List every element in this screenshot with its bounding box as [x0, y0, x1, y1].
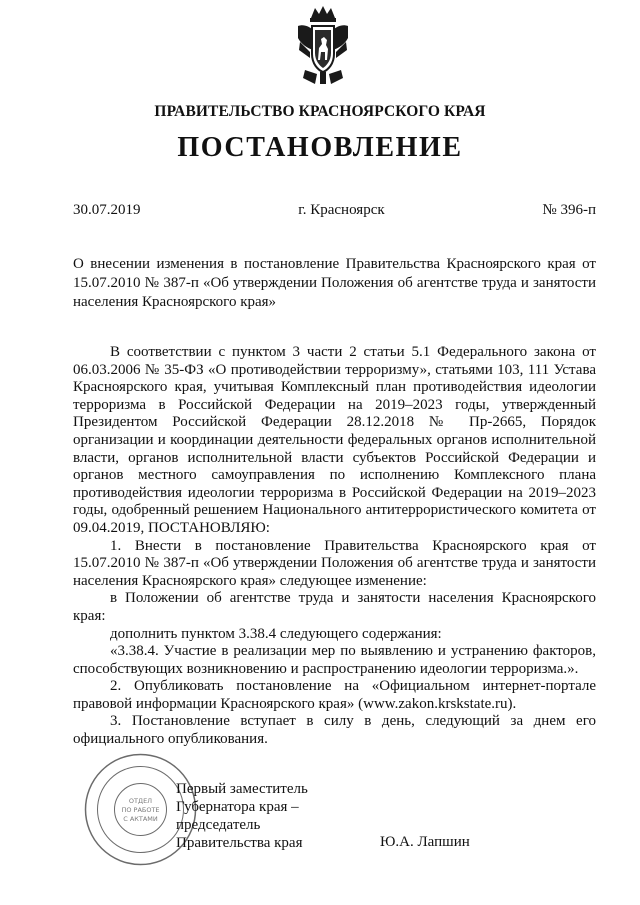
signatory-line: Правительства края: [176, 835, 303, 851]
document-number: № 396-п: [542, 202, 596, 218]
stamp-line-1: ОТДЕЛ: [128, 797, 153, 805]
body-paragraph: 1. Внести в постановление Правительства Красноярского края от 15.07.2010 № 387-п «Об утверждении Положения об агентстве труда и занятости населения Красноярского края» следующее изменение:: [73, 537, 596, 589]
document-type-title: ПОСТАНОВЛЕНИЕ: [177, 132, 463, 163]
document-city: г. Красноярск: [298, 202, 385, 218]
signatory-line: Первый заместитель: [176, 781, 308, 797]
stamp-line-3: С АКТАМИ: [123, 815, 158, 823]
body-paragraph: дополнить пунктом 3.38.4 следующего содержания:: [110, 625, 442, 642]
body-paragraph: 2. Опубликовать постановление на «Официальном интернет-портале правовой информации Красноярского края» (www.zakon.krskstate.ru).: [73, 678, 596, 712]
document-subject: О внесении изменения в постановление Правительства Красноярского края от 15.07.2010 № 387-п «Об утверждении Положения об агентстве труда и занятости населения Красноярского края»: [73, 256, 596, 310]
signatory-position: [176, 780, 308, 852]
stamp-line-2: ПО РАБОТЕ: [121, 806, 160, 814]
document-body: [73, 344, 596, 749]
body-paragraph: «3.38.4. Участие в реализации мер по выявлению и устранению факторов, способствующих возникновению и распространению идеологии терроризма.».: [73, 643, 596, 677]
government-name: ПРАВИТЕЛЬСТВО КРАСНОЯРСКОГО КРАЯ: [154, 103, 486, 120]
signatory-name: Ю.А. Лапшин: [380, 834, 470, 850]
document-date: 30.07.2019: [73, 202, 141, 218]
body-paragraph: в Положении об агентстве труда и занятости населения Красноярского края:: [73, 590, 596, 624]
body-paragraph: В соответствии с пунктом 3 части 2 статьи 5.1 Федерального закона от 06.03.2006 № 35-ФЗ «О противодействии терроризму», статьями 103, 111 Устава Красноярского края, учитывая Комплексный план противодействия идеологии терроризма в Российской Федерации на 2019–2023 годы, утвержденный Президентом Российской Федерации 28.12.2018 № Пр-2665, Порядок организации и координации деятельности федеральных органов исполнительной власти, органов исполнительной власти субъектов Российской Федерации и органов местного самоуправления по исполнению Комплексного плана противодействия идеологии терроризма в Российской Федерации на 2019–2023 годы, одобренный решением Национального антитеррористического комитета от 09.04.2019, ПОСТАНОВЛЯЮ:: [73, 344, 596, 536]
signatory-line: Губернатора края –: [176, 799, 299, 815]
document-meta-row: [73, 202, 596, 219]
body-paragraph: 3. Постановление вступает в силу в день, следующий за днем его официального опубликования.: [73, 713, 596, 748]
signatory-line: председатель: [176, 817, 261, 833]
krasnoyarsk-krai-coat-of-arms-icon: [295, 4, 351, 86]
